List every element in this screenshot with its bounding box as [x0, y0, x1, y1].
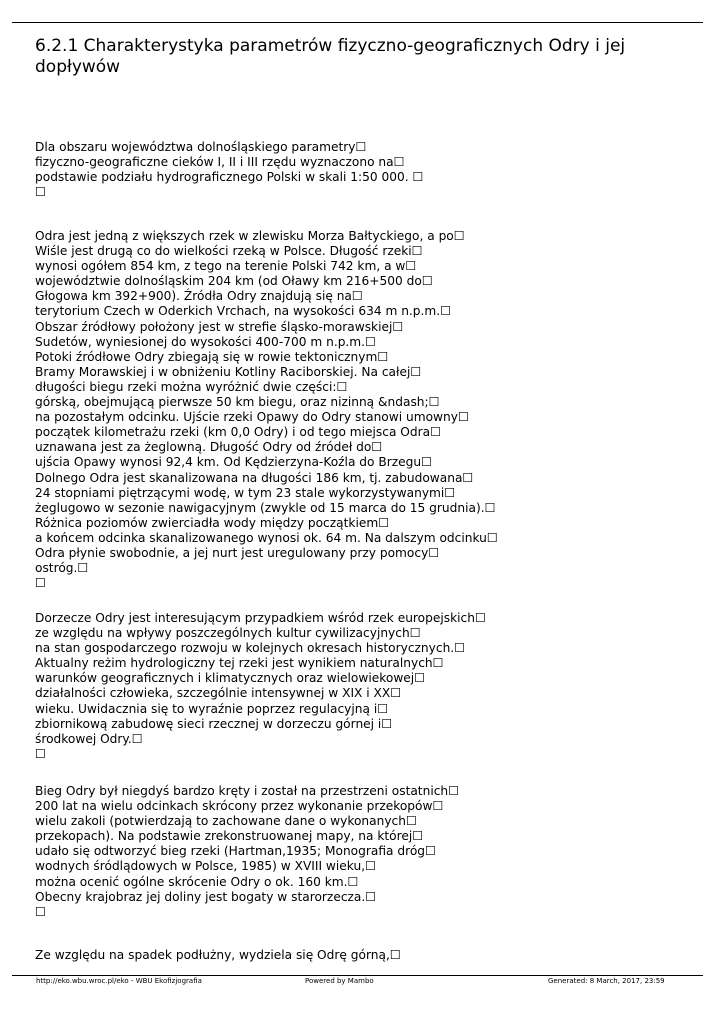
footer-powered-by: Powered by Mambo	[305, 977, 374, 985]
footer-site-link[interactable]: http://eko.wbu.wroc.pl/eko - WBU Ekofizjografia	[36, 977, 202, 985]
text-line: górską, obejmującą pierwsze 50 km biegu, oraz nizinną &ndash;☐	[35, 395, 440, 410]
text-line: Głogowa km 392+900). Źródła Odry znajdują się na☐	[35, 289, 363, 304]
paragraph-5	[35, 948, 705, 963]
text-line: Różnica poziomów zwierciadła wody między początkiem☐	[35, 515, 390, 530]
text-line: Odra jest jedną z większych rzek w zlewisku Morza Bałtyckiego, a po☐	[35, 229, 465, 243]
text-line: zbiornikową zabudowę sieci rzecznej w dorzeczu górnej i☐	[35, 716, 393, 731]
text-line: fizyczno-geograficzne cieków I, II i III rzędu wyznaczono na☐	[35, 155, 405, 170]
text-line: Aktualny reżim hydrologiczny tej rzeki jest wynikiem naturalnych☐	[35, 656, 444, 671]
bottom-divider	[12, 975, 703, 976]
text-line: przekopach). Na podstawie zrekonstruowanej mapy, na której☐	[35, 829, 424, 844]
text-line: ostróg.☐	[35, 561, 89, 576]
text-line: wynosi ogółem 854 km, z tego na terenie Polski 742 km, a w☐	[35, 259, 417, 274]
text-line: a końcem odcinka skanalizowanego wynosi ok. 64 m. Na dalszym odcinku☐	[35, 530, 498, 545]
text-line: działalności człowieka, szczególnie intensywnej w XIX i XX☐	[35, 686, 402, 701]
text-line: warunków geograficznych i klimatycznych oraz wielowiekowej☐	[35, 671, 426, 686]
paragraph-2	[35, 229, 705, 591]
text-line: terytorium Czech w Oderkich Vrchach, na wysokości 634 m n.p.m.☐	[35, 304, 452, 319]
text-line: 24 stopniami piętrzącymi wodę, w tym 23 stale wykorzystywanymi☐	[35, 485, 456, 500]
text-line: początek kilometrażu rzeki (km 0,0 Odry) i od tego miejsca Odra☐	[35, 425, 442, 440]
text-line: Dolnego Odra jest skanalizowana na długości 186 km, tj. zabudowana☐	[35, 470, 474, 485]
text-line: ze względu na wpływy poszczególnych kultur cywilizacyjnych☐	[35, 626, 421, 641]
text-line: środkowej Odry.☐	[35, 731, 143, 746]
paragraph-4	[35, 784, 705, 920]
text-line: można ocenić ogólne skrócenie Odry o ok. 160 km.☐	[35, 874, 359, 889]
text-line: Dla obszaru województwa dolnośląskiego parametry☐	[35, 140, 367, 154]
text-line: Sudetów, wyniesionej do wysokości 400-700 m n.p.m.☐	[35, 334, 376, 349]
text-line: na pozostałym odcinku. Ujście rzeki Opawy do Odry stanowi umowny☐	[35, 410, 469, 425]
text-line: wodnych śródlądowych w Polsce, 1985) w XVIII wieku,☐	[35, 859, 376, 874]
text-line: ujścia Opawy wynosi 92,4 km. Od Kędzierzyna-Koźla do Brzegu☐	[35, 455, 433, 470]
text-line: Wiśle jest drugą co do wielkości rzeką w Polsce. Długość rzeki☐	[35, 244, 423, 259]
text-line: ☐	[35, 904, 46, 919]
text-line: ☐	[35, 746, 46, 761]
text-line: Obecny krajobraz jej doliny jest bogaty w starorzecza.☐	[35, 889, 377, 904]
section-title: 6.2.1 Charakterystyka parametrów fizyczno-geograficznych Odry i jej dopływów	[35, 36, 626, 77]
text-line: 200 lat na wielu odcinkach skrócony przez wykonanie przekopów☐	[35, 799, 444, 814]
text-line: Ze względu na spadek podłużny, wydziela się Odrę górną,☐	[35, 948, 401, 962]
text-line: podstawie podziału hydrograficznego Polski w skali 1:50 000. ☐	[35, 170, 424, 185]
text-line: Obszar źródłowy położony jest w strefie śląsko-morawskiej☐	[35, 319, 404, 334]
text-line: udało się odtworzyć bieg rzeki (Hartman,1935; Monografia dróg☐	[35, 844, 436, 859]
text-line: województwie dolnośląskim 204 km (od Oławy km 216+500 do☐	[35, 274, 433, 289]
footer-generated-date: Generated: 8 March, 2017, 23:59	[548, 977, 665, 985]
text-line: długości biegu rzeki można wyróżnić dwie części:☐	[35, 379, 348, 394]
text-line: Dorzecze Odry jest interesującym przypadkiem wśród rzek europejskich☐	[35, 611, 486, 625]
text-line: ☐	[35, 576, 46, 591]
text-line: uznawana jest za żeglowną. Długość Odry od źródeł do☐	[35, 440, 383, 455]
text-line: Bieg Odry był niegdyś bardzo kręty i został na przestrzeni ostatnich☐	[35, 784, 460, 798]
text-line: Odra płynie swobodnie, a jej nurt jest uregulowany przy pomocy☐	[35, 545, 440, 560]
paragraph-3	[35, 611, 705, 762]
text-line: ☐	[35, 185, 46, 200]
text-line: wieku. Uwidacznia się to wyraźnie poprzez regulacyjną i☐	[35, 701, 389, 716]
text-line: Potoki źródłowe Odry zbiegają się w rowie tektonicznym☐	[35, 349, 389, 364]
top-divider	[12, 22, 703, 23]
text-line: wielu zakoli (potwierdzają to zachowane dane o wykonanych☐	[35, 814, 417, 829]
text-line: Bramy Morawskiej i w obniżeniu Kotliny Raciborskiej. Na całej☐	[35, 364, 422, 379]
text-line: na stan gospodarczego rozwoju w kolejnych okresach historycznych.☐	[35, 641, 466, 656]
paragraph-1	[35, 140, 705, 200]
text-line: żeglugowo w sezonie nawigacyjnym (zwykle od 15 marca do 15 grudnia).☐	[35, 500, 496, 515]
